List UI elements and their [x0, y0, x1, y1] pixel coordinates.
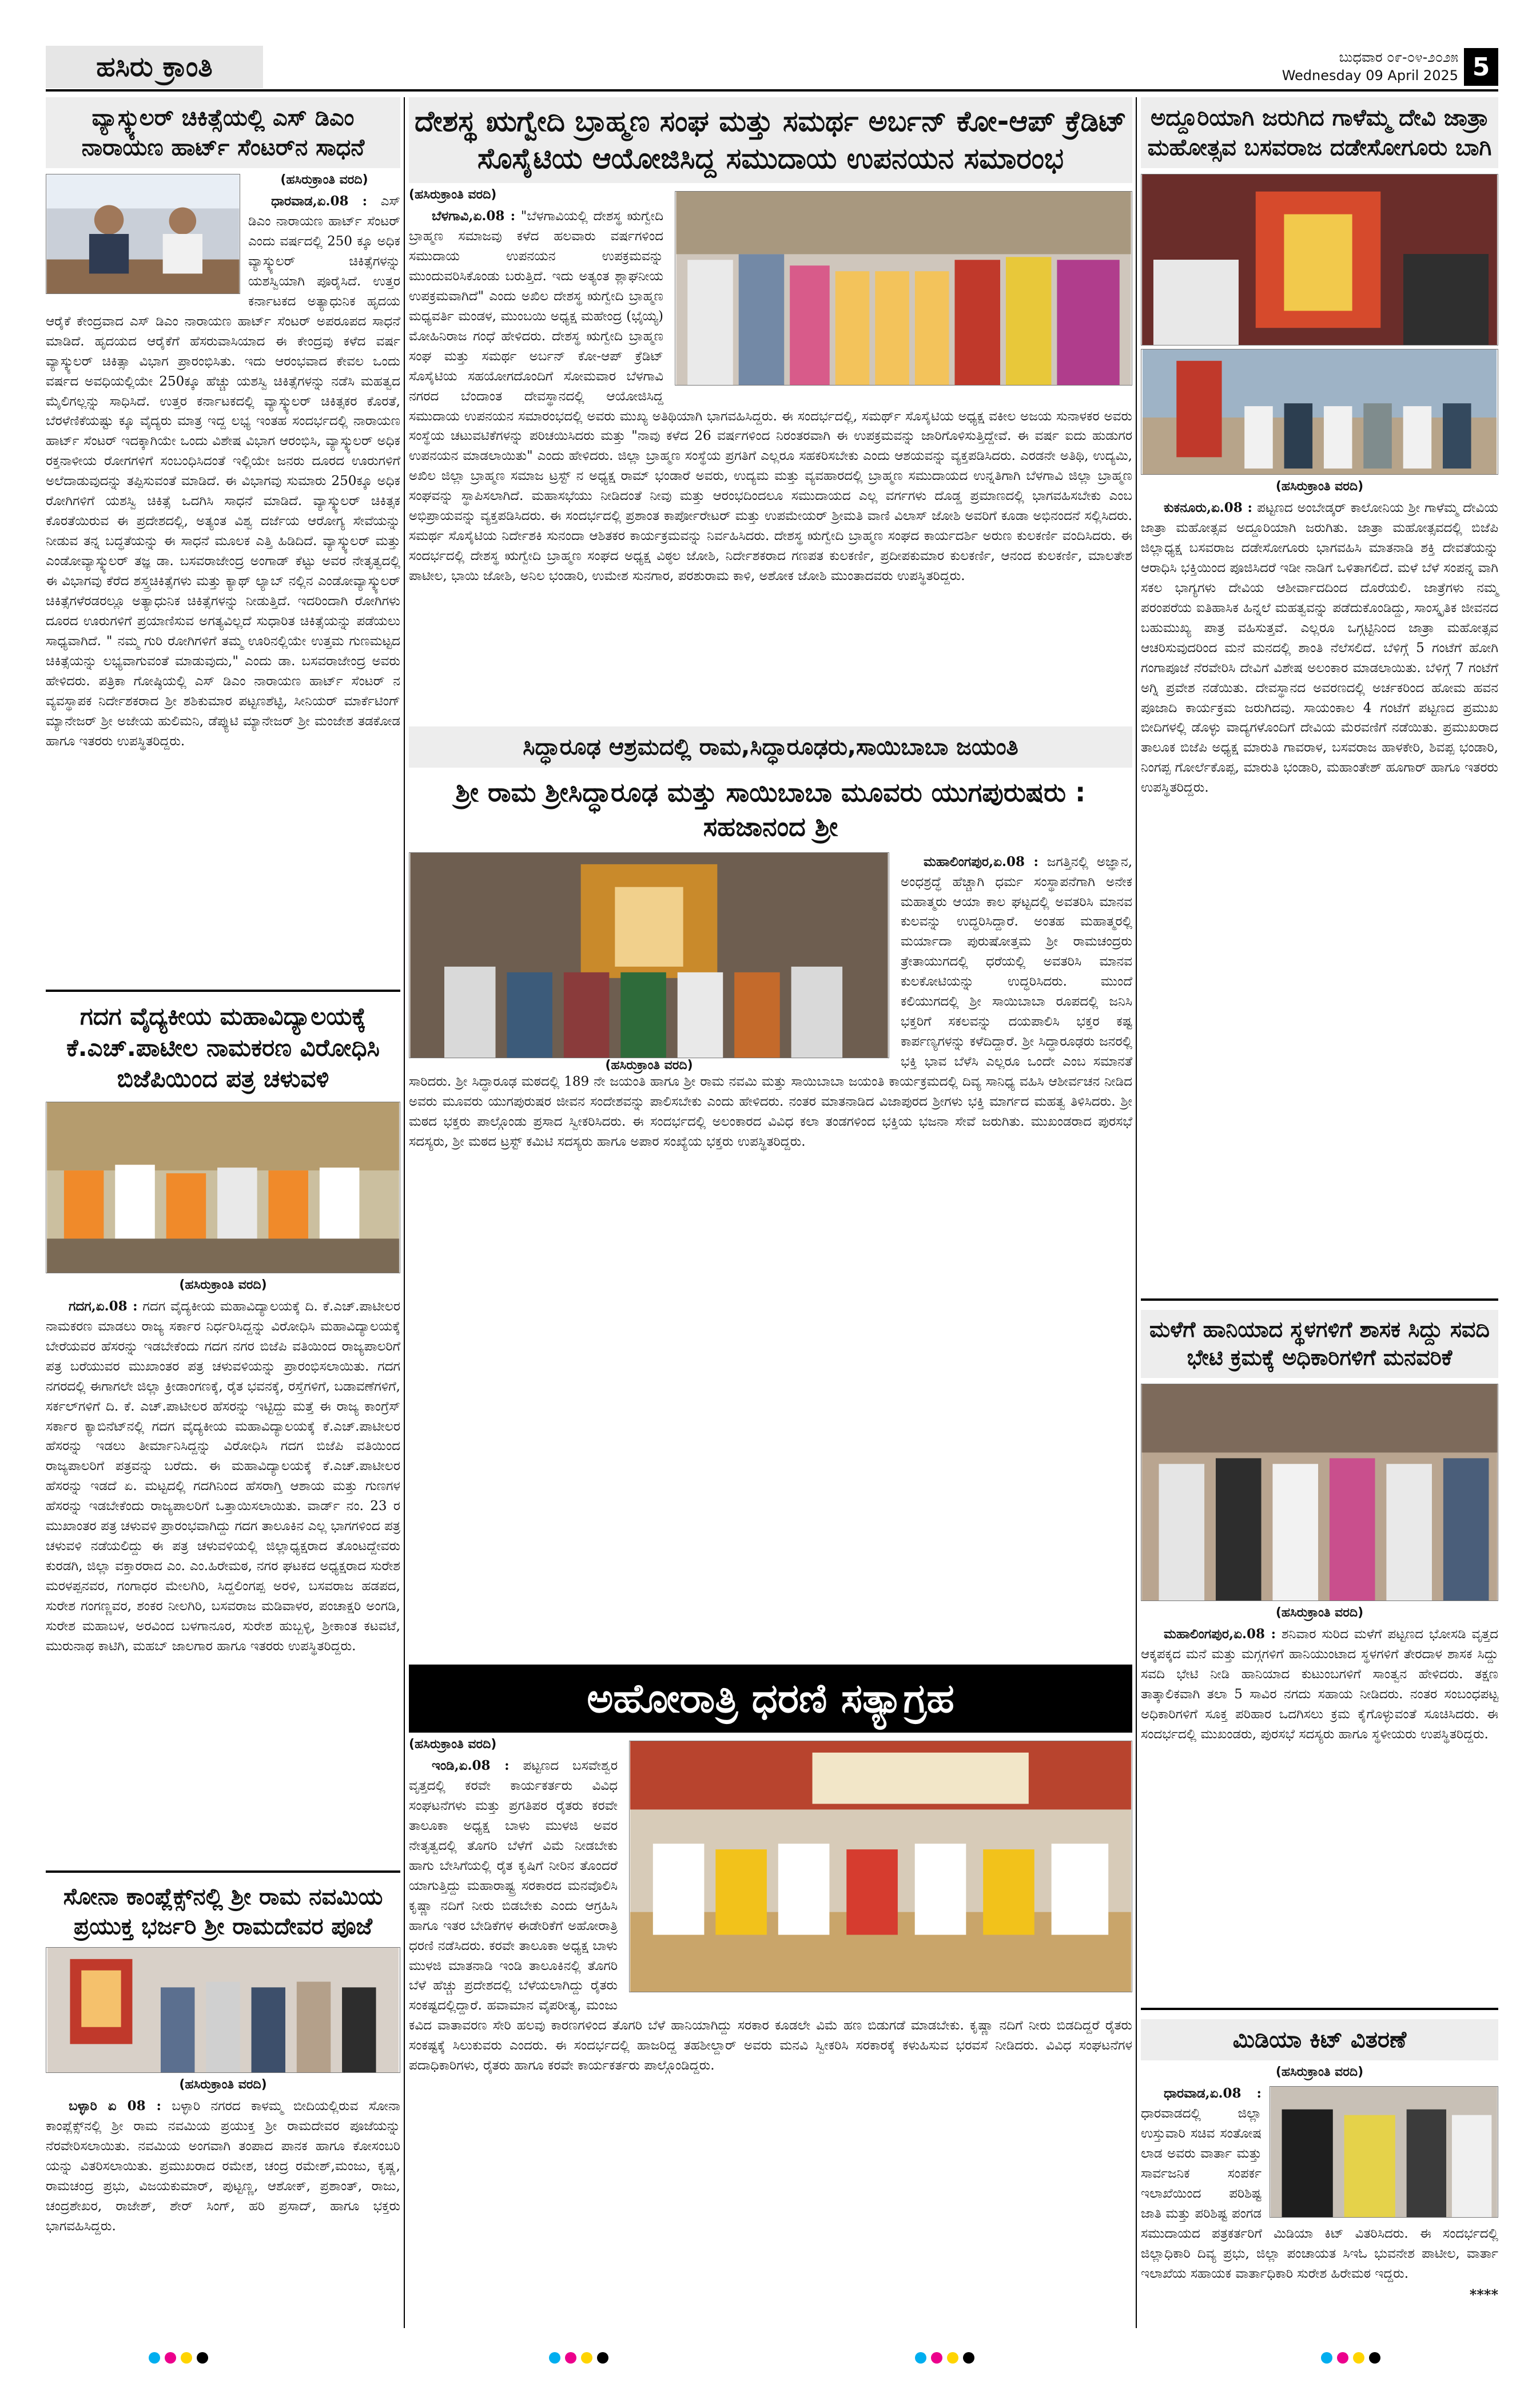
article-text: ಬಳ್ಳಾರಿ ನಗರದ ಕಾಳಮ್ಮ ಬೀದಿಯಲ್ಲಿರುವ ಸೋನಾ ಕಾಂಪ್ಲೆಕ್ಸ್‌ನಲ್ಲಿ ಶ್ರೀ ರಾಮ ನವಮಿಯ ಪ್ರಯುಕ್ತ ಶ್ರೀ ರಾಮದೇವರ ಪೂಜೆಯನ್ನು ನೆರವೇರಿಸಲಾಯಿತು. ನವಮಿಯ ಅಂಗವಾಗಿ ತಂಪಾದ ಪಾನಕ ಹಾಗೂ ಕೋಸಂಬರಿ ಯನ್ನು ವಿತರಿಸಲಾಯಿತು. ಪ್ರಮುಖರಾದ ರಮೇಶ, ಚಂದ್ರ ರಮೇಶ್,ಮಂಜು, ಕೃಷ್ಣ, ರಾಮಚಂದ್ರ ಪ್ರಭು, ವಿಜಯಕುಮಾರ್, ಪುಟ್ಟಣ್ಣ, ಆಶೋಕ್, ಪ್ರಶಾಂತ್, ರಾಜು, ಚಂದ್ರಶೇಖರ, ರಾಜೇಶ್, ಶೇರ್ ಸಿಂಗ್, ಹರಿ ಪ್ರಸಾದ್, ಹಾಗೂ ಭಕ್ತರು ಭಾಗವಹಿಸಿದ್ದರು. — [46, 2099, 401, 2234]
article-byline: (ಹಸಿರುಕ್ರಾಂತಿ ವರದಿ) — [409, 188, 497, 202]
article-byline: (ಹಸಿರುಕ್ರಾಂತಿ ವರದಿ) — [280, 173, 368, 187]
article-text: ಪಟ್ಟಣದ ಬಸವೇಶ್ವರ ವೃತ್ತದಲ್ಲಿ ಕರವೇ ಕಾರ್ಯಕರ್ತರು ವಿವಿಧ ಸಂಘಟನೆಗಳು ಮತ್ತು ಪ್ರಗತಿಪರ ರೈತರು ಕರವೇ ತಾಲೂಕಾ ಅಧ್ಯಕ್ಷ ಬಾಳು ಮುಳಜಿ ಅವರ ನೇತೃತ್ವದಲ್ಲಿ ತೊಗರಿ ಬೆಳೆಗೆ ವಿಮೆ ನೀಡಬೇಕು ಹಾಗು ಬೇಸಿಗೆಯಲ್ಲಿ ರೈತ ಕೃಷಿಗೆ ನೀರಿನ ತೊಂದರೆ ಯಾಗುತ್ತಿದ್ದು ಮಹಾರಾಷ್ಟ್ರ ಸರಕಾರದ ಮನವೊಲಿಸಿ ಕೃಷ್ಣಾ ನದಿಗೆ ನೀರು ಬಿಡಬೇಕು ಎಂದು ಆಗ್ರಹಿಸಿ ಹಾಗೂ ಇತರ ಬೇಡಿಕೆಗಳ ಈಡೇರಿಕೆಗೆ ಅಹೋರಾತ್ರಿ ಧರಣಿ ನಡೆಸಿದರು. ಕರವೇ ತಾಲೂಕಾ ಅಧ್ಯಕ್ಷ ಬಾಳು ಮುಳಜಿ ಮಾತನಾಡಿ ಇಂಡಿ ತಾಲೂಕಿನಲ್ಲಿ ತೊಗರಿ ಬೆಳೆ ಹೆಚ್ಚು ಪ್ರದೇಶದಲ್ಲಿ ಬೆಳೆಯಲಾಗಿದ್ದು ರೈತರು ಸಂಕಷ್ಟದಲ್ಲಿದ್ದಾರೆ. ಹವಾಮಾನ ವೈಪರೀತ್ಯ, ಮಂಜು ಕವಿದ ವಾತಾವರಣ ಸೇರಿ ಹಲವು ಕಾರಣಗಳಿಂದ ತೊಗರಿ ಬೆಳೆ ಹಾನಿಯಾಗಿದ್ದು ಸರಕಾರ ಕೂಡಲೇ ವಿಮೆ ಹಣ ಬಿಡುಗಡೆ ಮಾಡಬೇಕು. ಕೃಷ್ಣಾ ನದಿಗೆ ನೀರು ಬಿಡದಿದ್ದರೆ ರೈತರು ಸಂಕಷ್ಟಕ್ಕೆ ಸಿಲುಕುವರು ಎಂದರು. ಈ ಸಂದರ್ಭದಲ್ಲಿ ಹಾಜರಿದ್ದ ತಹಶೀಲ್ದಾರ್ ಅವರು ಮನವಿ ಸ್ವೀಕರಿಸಿ ಸರಕಾರಕ್ಕೆ ಕಳುಹಿಸುವ ಭರವಸೆ ನೀಡಿದರು. ವಿವಿಧ ಸಂಘಟನೆಗಳ ಪದಾಧಿಕಾರಿಗಳು, ರೈತರು ಹಾಗೂ ಕರವೇ ಕಾರ್ಯಕರ್ತರು ಪಾಲ್ಗೊಂಡಿದ್ದರು. — [409, 1758, 1132, 2074]
article-byline: (ಹಸಿರುಕ್ರಾಂತಿ ವರದಿ) — [1275, 479, 1364, 494]
article-text: ಧಾರವಾಡದಲ್ಲಿ ಜಿಲ್ಲಾ ಉಸ್ತುವಾರಿ ಸಚಿವ ಸಂತೋಷ ಲಾಡ ಅವರು ವಾರ್ತಾ ಮತ್ತು ಸಾರ್ವಜನಿಕ ಸಂಪರ್ಕ ಇಲಾಖೆಯಿಂದ ಪರಿಶಿಷ್ಟ ಜಾತಿ ಮತ್ತು ಪರಿಶಿಷ್ಟ ಪಂಗಡ ಸಮುದಾಯದ ಪತ್ರಕರ್ತರಿಗೆ ಮಿಡಿಯಾ ಕಿಟ್ ವಿತರಿಸಿದರು. ಈ ಸಂದರ್ಭದಲ್ಲಿ ಜಿಲ್ಲಾಧಿಕಾರಿ ದಿವ್ಯ ಪ್ರಭು, ಜಿಲ್ಲಾ ಪಂಚಾಯತ ಸಿಇಓ ಭುವನೇಶ ಪಾಟೀಲ, ವಾರ್ತಾ ಇಲಾಖೆಯ ಸಹಾಯಕ ವಾರ್ತಾಧಿಕಾರಿ ಸುರೇಶ ಹಿರೇಮಠ ಇದ್ದರು. — [1141, 2106, 1498, 2281]
registration-marks — [915, 2352, 974, 2364]
divider — [46, 990, 400, 992]
photo-jatra-procession-image — [1141, 349, 1498, 474]
registration-marks — [1321, 2352, 1380, 2364]
article-dateline: ಬಳ್ಳಾರಿ ಏ 08 : — [69, 2098, 162, 2114]
article-headline: ವ್ಯಾಸ್ಕ್ಯುಲರ್ ಚಿಕಿತ್ಸೆಯಲ್ಲಿ ಎಸ್ ಡಿಎಂ ನಾರಾಯಣ ಹಾರ್ಟ್ ಸೆಂಟರ್‌ನ ಸಾಧನೆ — [46, 97, 400, 168]
photo-press-meet-image — [46, 174, 240, 293]
article-text: ಪಟ್ಟಣದ ಅಂಬೇಡ್ಕರ್ ಕಾಲೋನಿಯ ಶ್ರೀ ಗಾಳೆಮ್ಮ ದೇವಿಯ ಜಾತ್ರಾ ಮಹೋತ್ಸವ ಅದ್ದೂರಿಯಾಗಿ ಜರುಗಿತು. ಜಾತ್ರಾ ಮಹೋತ್ಸವದಲ್ಲಿ ಬಿಜೆಪಿ ಜಿಲ್ಲಾಧ್ಯಕ್ಷ ಬಸವರಾಜ ದಡೇಸೋಗೂರು ಭಾಗವಹಿಸಿ ಮಾತನಾಡಿ ಶಕ್ತಿ ದೇವತೆಯನ್ನು ಆರಾಧಿಸಿ ಭಕ್ತಿಯಿಂದ ಪೂಜಿಸಿದರೆ ಇಡೀ ನಾಡಿಗೆ ಒಳಿತಾಗಲಿದೆ. ಮಳೆ ಬೆಳೆ ಸಂಪನ್ನ ವಾಗಿ ಸಕಲ ಭಾಗ್ಯಗಳು ದೇವಿಯ ಆಶೀರ್ವಾದದಿಂದ ದೊರೆಯಲಿ. ಜಾತ್ರೆಗಳು ನಮ್ಮ ಪರಂಪರೆಯ ಐತಿಹಾಸಿಕ ಹಿನ್ನಲೆ ಮಹತ್ವವನ್ನು ಪಡೆದುಕೊಂಡಿದ್ದು, ಸಾಂಸ್ಕೃತಿಕ ಜೀವನದ ಬಹುಮುಖ್ಯ ಪಾತ್ರ ವಹಿಸುತ್ತವೆ. ಎಲ್ಲರೂ ಒಗ್ಗಟ್ಟಿನಿಂದ ಜಾತ್ರಾ ಮಹೋತ್ಸವ ಆಚರಿಸುವುದರಿಂದ ಮನೆ ಮನದಲ್ಲಿ ಶಾಂತಿ ನೆಲೆಸಲಿದೆ. ಬೆಳಿಗ್ಗೆ 5 ಗಂಟೆಗೆ ಹೋಗಿ ಗಂಗಾಪೂಜೆ ನೆರವೇರಿಸಿ ದೇವಿಗೆ ವಿಶೇಷ ಅಲಂಕಾರ ಮಾಡಲಾಯಿತು. ಬೆಳಿಗ್ಗೆ 7 ಗಂಟೆಗೆ ಅಗ್ನಿ ಪ್ರವೇಶ ನಡೆಯಿತು. ದೇವಸ್ಥಾನದ ಅವರಣದಲ್ಲಿ ಅರ್ಚಕರಿಂದ ಹೋಮ ಹವನ ಪೂಜಾದಿ ಕಾರ್ಯಕ್ರಮ ಜರುಗಿದವು. ಸಾಯಂಕಾಲ 4 ಗಂಟೆಗೆ ಪಟ್ಟಣದ ಪ್ರಮುಖ ಬೀದಿಗಳಲ್ಲಿ ಡೊಳ್ಳು ವಾದ್ಯಗಳೊಂದಿಗೆ ದೇವಿಯ ಮೆರವಣಿಗೆ ನಡೆಯಿತು. ಪ್ರಮುಖರಾದ ತಾಲೂಕ ಬಿಜೆಪಿ ಅಧ್ಯಕ್ಷ ಮಾರುತಿ ಗಾವರಾಳ, ಬಸವರಾಜ ಹಾಳಕೇರಿ, ಶಿವಪ್ಪ ಭಂಡಾರಿ, ನಿಂಗಪ್ಪ ಗೋರ್ಲೆಕೊಪ್ಪ, ಮಾರುತಿ ಭಂಡಾರಿ, ಮಹಾಂತೇಶ್ ಹೂಗಾರ್ ಹಾಗೂ ಇತರರು ಉಪಸ್ಥಿತರಿದ್ದರು. — [1141, 501, 1499, 796]
photo-upanayana-ceremony — [675, 191, 1132, 386]
divider — [1141, 2008, 1498, 2010]
right-column — [1141, 97, 1498, 2328]
photo-letter-campaign-image — [46, 1102, 400, 1273]
photo-upanayana-ceremony-image — [675, 192, 1132, 385]
black-mark — [963, 2352, 974, 2364]
article-dateline: ಇಂಡಿ,ಏ.08 : — [432, 1758, 510, 1773]
article-text: ಶನಿವಾರ ಸುರಿದ ಮಳೆಗೆ ಪಟ್ಟಣದ ಭೋಸಡಿ ವೃತ್ತದ ಆಕ್ಕಪಕ್ಕದ ಮನೆ ಮತ್ತು ಮಗ್ಗಗಳಿಗೆ ಹಾನಿಯುಂಟಾದ ಸ್ಥಳಗಳಿಗೆ ತೇರದಾಳ ಶಾಸಕ ಸಿದ್ದು ಸವದಿ ಭೇಟಿ ನೀಡಿ ಹಾನಿಯಾದ ಕುಟುಂಬಗಳಿಗೆ ಸಾಂತ್ವನ ಹೇಳಿದರು. ತಕ್ಷಣ ತಾತ್ಕಾಲಿಕವಾಗಿ ತಲಾ 5 ಸಾವಿರ ನಗದು ಸಹಾಯ ನೀಡಿದರು. ನಂತರ ಸಂಬಂಧಪಟ್ಟ ಅಧಿಕಾರಿಗಳಿಗೆ ಸೂಕ್ತ ಪರಿಹಾರ ಒದಗಿಸಲು ಕ್ರಮ ಕೈಗೊಳ್ಳುವಂತೆ ಸೂಚಿಸಿದರು. ಈ ಸಂದರ್ಭದಲ್ಲಿ ಮುಖಂಡರು, ಪುರಸಭೆ ಸದಸ್ಯರು ಹಾಗೂ ಸ್ಥಳೀಯರು ಉಪಸ್ಥಿತರಿದ್ದರು. — [1141, 1626, 1498, 1742]
article-headline: ಅದ್ದೂರಿಯಾಗಿ ಜರುಗಿದ ಗಾಳೆಮ್ಮ ದೇವಿ ಜಾತ್ರಾ ಮಹೋತ್ಸವ ಬಸವರಾಜ ದಡೇಸೋಗೂರು ಬಾಗಿ — [1141, 97, 1498, 168]
issue-date — [1282, 48, 1458, 85]
paper-name: ಹಸಿರು ಕ್ರಾಂತಿ — [46, 46, 263, 88]
magenta-mark — [165, 2352, 176, 2364]
yellow-mark — [947, 2352, 958, 2364]
article-headline: ಅಹೋರಾತ್ರಿ ಧರಣಿ ಸತ್ಯಾಗ್ರಹ — [409, 1665, 1132, 1733]
article-dateline: ಮಹಾಲಿಂಗಪುರ,ಏ.08 : — [924, 853, 1039, 869]
photo-jatra-deity-image — [1141, 174, 1498, 345]
masthead — [46, 46, 1498, 92]
article-byline: (ಹಸಿರುಕ್ರಾಂತಿ ವರದಿ) — [1275, 2065, 1364, 2079]
registration-marks — [549, 2352, 608, 2364]
black-mark — [1369, 2352, 1380, 2364]
magenta-mark — [1337, 2352, 1348, 2364]
article-dateline: ಧಾರವಾಡ,ಏ.08 : — [1164, 2086, 1262, 2101]
photo-satyagraha-image — [630, 1741, 1132, 1992]
article-dateline: ಮಹಾಲಿಂಗಪುರ,ಏ.08 : — [1164, 1626, 1276, 1642]
article-byline: (ಹಸಿರುಕ್ರಾಂತಿ ವರದಿ) — [605, 1058, 693, 1073]
middle-column — [409, 97, 1132, 2328]
issue-date-kannada: ಬುಧವಾರ ೦೯-೦೪-೨೦೨೫ — [1339, 49, 1458, 65]
yellow-mark — [181, 2352, 192, 2364]
yellow-mark — [1353, 2352, 1364, 2364]
article-text: ಜಗತ್ತಿನಲ್ಲಿ ಅಜ್ಞಾನ, ಅಂಧಶ್ರದ್ಧೆ ಹೆಚ್ಚಾಗಿ ಧರ್ಮ ಸಂಸ್ಥಾಪನೆಗಾಗಿ ಅನೇಕ ಮಹಾತ್ಮರು ಆಯಾ ಕಾಲ ಘಟ್ಟದಲ್ಲಿ ಅವತರಿಸಿ ಮಾನವ ಕುಲವನ್ನು ಉದ್ಧರಿಸಿದ್ದಾರೆ. ಅಂತಹ ಮಹಾತ್ಮರಲ್ಲಿ ಮರ್ಯಾದಾ ಪುರುಷೋತ್ತಮ ಶ್ರೀ ರಾಮಚಂದ್ರರು ತ್ರೇತಾಯುಗದಲ್ಲಿ ಧರೆಯಲ್ಲಿ ಅವತರಿಸಿ ಮಾನವ ಕುಲಕೋಟಿಯನ್ನು ಉದ್ಧರಿಸಿದರು. ಮುಂದೆ ಕಲಿಯುಗದಲ್ಲಿ ಶ್ರೀ ಸಾಯಿಬಾಬಾ ರೂಪದಲ್ಲಿ ಜನಿಸಿ ಭಕ್ತರಿಗೆ ಸಕಲವನ್ನು ದಯಪಾಲಿಸಿ ಭಕ್ತರ ಕಷ್ಟ ಕಾರ್ಪಣ್ಯಗಳನ್ನು ಕಳೆದಿದ್ದಾರೆ. ಶ್ರೀ ಸಿದ್ಧಾರೂಢರು ಜನರಲ್ಲಿ ಭಕ್ತಿ ಭಾವ ಬೆಳೆಸಿ ಎಲ್ಲರೂ ಒಂದೇ ಎಂಬ ಸಮಾನತೆ ಸಾರಿದರು. ಶ್ರೀ ಸಿದ್ಧಾರೂಢ ಮಠದಲ್ಲಿ 189 ನೇ ಜಯಂತಿ ಹಾಗೂ ಶ್ರೀ ರಾಮ ನವಮಿ ಮತ್ತು ಸಾಯಿಬಾಬಾ ಜಯಂತಿ ಕಾರ್ಯಕ್ರಮದಲ್ಲಿ ದಿವ್ಯ ಸಾನಿಧ್ಯ ವಹಿಸಿ ಆಶೀರ್ವಚನ ನೀಡಿದ ಅವರು ಮೂವರು ಯುಗಪುರುಷರ ಜೀವನ ಸಂದೇಶವನ್ನು ಪಾಲಿಸಬೇಕು ಎಂದು ಹೇಳಿದರು. ನಂತರ ಮಾತನಾಡಿದ ವಿಜಾಪುರದ ಶ್ರೀಗಳು ಭಕ್ತಿ ಮಾರ್ಗದ ಮಹತ್ವ ತಿಳಿಸಿದರು. ಶ್ರೀ ಮಠದ ಭಕ್ತರು ಪಾಲ್ಗೊಂಡು ಪ್ರಸಾದ ಸ್ವೀಕರಿಸಿದರು. ಈ ಸಂದರ್ಭದಲ್ಲಿ ಅಲಂಕಾರದ ವಿವಿಧ ಕಲಾ ತಂಡಗಳಿಂದ ಭಕ್ತಿಯ ಭಜನಾ ಸೇವೆ ಜರುಗಿತು. ಮುಖಂಡರಾದ ಪುರಸಭೆ ಸದಸ್ಯರು, ಶ್ರೀ ಮಠದ ಟ್ರಸ್ಟ್ ಕಮಿಟಿ ಸದಸ್ಯರು ಹಾಗೂ ಅಪಾರ ಸಂಖ್ಯೆಯ ಭಕ್ತರು ಉಪಸ್ಥಿತರಿದ್ದರು. — [409, 854, 1133, 1149]
photo-rama-pooja — [46, 1947, 400, 2073]
cyan-mark — [549, 2352, 560, 2364]
column-divider — [1136, 97, 1137, 2328]
article-body — [1141, 498, 1498, 798]
magenta-mark — [931, 2352, 942, 2364]
article-byline: (ಹಸಿರುಕ್ರಾಂತಿ ವರದಿ) — [409, 1737, 497, 1751]
photo-rama-pooja-image — [46, 1948, 400, 2072]
article-headline: ಗದಗ ವೈದ್ಯಕೀಯ ಮಹಾವಿದ್ಯಾಲಯಕ್ಕೆ ಕೆ.ಎಚ್.ಪಾಟೀಲ ನಾಮಕರಣ ವಿರೋಧಿಸಿ ಬಿಜೆಪಿಯಿಂದ ಪತ್ರ ಚಳುವಳಿ — [66, 1002, 380, 1093]
article-byline: (ಹಸಿರುಕ್ರಾಂತಿ ವರದಿ) — [179, 1277, 267, 1292]
article-rain-damage-visit — [1141, 1298, 1498, 2002]
photo-jatra-deity — [1141, 174, 1498, 345]
article-text: ಎಸ್ ಡಿಎಂ ನಾರಾಯಣ ಹಾರ್ಟ್ ಸೆಂಟರ್ ಎಂದು ವರ್ಷದಲ್ಲಿ 250 ಕ್ಕೂ ಅಧಿಕ ವ್ಯಾಸ್ಕ್ಯುಲರ್ ಚಿಕಿತ್ಸೆಗಳನ್ನು ಯಶಸ್ವಿಯಾಗಿ ಪೂರೈಸಿದೆ. ಉತ್ತರ ಕರ್ನಾಟಕದ ಅತ್ಯಾಧುನಿಕ ಹೃದಯ ಆರೈಕೆ ಕೇಂದ್ರವಾದ ಎಸ್ ಡಿಎಂ ನಾರಾಯಣ ಹಾರ್ಟ್ ಸೆಂಟರ್ ಅಪರೂಪದ ಸಾಧನೆ ಮಾಡಿದೆ. ಹೃದಯದ ಆರೈಕೆಗೆ ಹೆಸರುವಾಸಿಯಾದ ಈ ಕೇಂದ್ರವು ಕಳೆದ ವರ್ಷ ವ್ಯಾಸ್ಕ್ಯುಲರ್ ಚಿಕಿತ್ಸಾ ವಿಭಾಗ ಪ್ರಾರಂಭಿಸಿತು. ಇದು ಆರಂಭವಾದ ಕೇವಲ ಒಂದು ವರ್ಷದ ಅವಧಿಯಲ್ಲಿಯೇ 250ಕ್ಕೂ ಹೆಚ್ಚು ಯಶಸ್ವಿ ಚಿಕಿತ್ಸೆಗಳನ್ನು ನಡೆಸಿ ಮಹತ್ವದ ಮೈಲಿಗಲ್ಲನ್ನು ಸಾಧಿಸಿದೆ. ಉತ್ತರ ಕರ್ನಾಟಕದಲ್ಲಿ ವ್ಯಾಸ್ಕ್ಯುಲರ್ ಚಿಕಿತ್ಸಕರ ಕೊರತೆ, ಬೆರಳೆಣಿಕೆಯಷ್ಟು ಕ್ಕೂ ವೈದ್ಯರು ಮಾತ್ರ ಇದ್ದ ಲಭ್ಯ ಇಂತಹ ಸಂದರ್ಭದಲ್ಲಿ ನಾರಾಯಣ ಹಾರ್ಟ್ ಸೆಂಟರ್ ಇದಕ್ಕಾಗಿಯೇ ಒಂದು ವಿಶೇಷ ವಿಭಾಗ ಆರಂಭಿಸಿ, ವ್ಯಾಸ್ಕ್ಯುಲರ್ ಅಧಿಕ ರಕ್ತನಾಳೀಯ ರೋಗಗಳಿಗೆ ಸಂಬಂಧಿಸಿದಂತೆ ಇಲ್ಲಿಯೇ ಜನರು ದೂರದ ಊರುಗಳಿಗೆ ಅಲೆದಾಡುವುದನ್ನು ತಪ್ಪಿಸುವಂತೆ ಮಾಡಿದೆ. ಈ ವಿಭಾಗವು ಸುಮಾರು 250ಕ್ಕೂ ಅಧಿಕ ರೋಗಿಗಳಿಗೆ ಯಶಸ್ವಿ ಚಿಕಿತ್ಸೆ ಒದಗಿಸಿ ಸಾಧನೆ ಮಾಡಿದೆ. ವ್ಯಾಸ್ಕ್ಯುಲರ್ ಚಿಕಿತ್ಸಕ ಕೊರತೆಯಿರುವ ಈ ಪ್ರದೇಶದಲ್ಲಿ, ಅತ್ಯಂತ ವಿಶ್ವ ದರ್ಜೆಯ ಆರೋಗ್ಯ ಸೇವೆಯನ್ನು ನೀಡುವ ತನ್ನ ಬದ್ಧತೆಯನ್ನು ಈ ಸಾಧನೆ ಮೂಲಕ ಎತ್ತಿ ಹಿಡಿದಿದೆ. ವ್ಯಾಸ್ಕ್ಯುಲರ್ ಮತ್ತು ಎಂಡೋವ್ಯಾಸ್ಕ್ಯುಲರ್ ತಜ್ಞ ಡಾ. ಬಸವರಾಜೇಂದ್ರ ಅಂಗಾಡ್ ಕೆಟ್ಟು ಅವರ ನೇತೃತ್ವದಲ್ಲಿ ಈ ವಿಭಾಗವು ಕೆರೆದ ಶಸ್ತ್ರಚಿಕಿತ್ಸೆಗಳು ಮತ್ತು ಕ್ಯಾಥ್ ಲ್ಯಾಬ್ ನಲ್ಲಿನ ಎಂಡೋವ್ಯಾಸ್ಕ್ಯುಲರ್ ಚಿಕಿತ್ಸೆಗಳೆರಡರಲ್ಲೂ ಅತ್ಯಾಧುನಿಕ ಚಿಕಿತ್ಸೆಗಳನ್ನು ನೀಡುತ್ತಿದೆ. ಇದರಿಂದಾಗಿ ರೋಗಿಗಳು ದೂರದ ಊರುಗಳಿಗೆ ಪ್ರಯಾಣಿಸುವ ಅಗತ್ಯವಿಲ್ಲದೆ ಸುಧಾರಿತ ಚಿಕಿತ್ಸೆಯನ್ನು ಪಡೆಯಲು ಸಾಧ್ಯವಾಗಿದೆ. " ನಮ್ಮ ಗುರಿ ರೋಗಿಗಳಿಗೆ ತಮ್ಮ ಊರಿನಲ್ಲಿಯೇ ಉತ್ತಮ ಗುಣಮಟ್ಟದ ಚಿಕಿತ್ಸೆಯನ್ನು ಲಭ್ಯವಾಗುವಂತೆ ಮಾಡುವುದು," ಎಂದು ಡಾ. ಬಸವರಾಜೇಂದ್ರ ಅವರು ಹೇಳಿದರು. ಪತ್ರಿಕಾ ಗೋಷ್ಠಿಯಲ್ಲಿ ಎಸ್ ಡಿಎಂ ನಾರಾಯಣ ಹಾರ್ಟ್ ಸೆಂಟರ್ ನ ವ್ಯವಸ್ಥಾಪಕ ನಿರ್ದೇಶಕರಾದ ಶ್ರೀ ಶಶಿಕುಮಾರ ಪಟ್ಟಣಶೆಟ್ಟಿ, ಸೀನಿಯರ್ ಮಾರ್ಕೆಟಿಂಗ್ ಮ್ಯಾನೇಜರ್ ಶ್ರೀ ಅಜೇಯ ಹುಲಿಮನಿ, ಡೆಪ್ಯುಟಿ ಮ್ಯಾನೇಜರ್ ಶ್ರೀ ಮಂಜೇಶ ತಡಕೋಡ ಹಾಗೂ ಇತರರು ಉಪಸ್ಥಿತರಿದ್ದರು. — [46, 194, 400, 749]
magenta-mark — [565, 2352, 576, 2364]
article-headline: ಶ್ರೀ ರಾಮ ಶ್ರೀಸಿದ್ಧಾರೂಢ ಮತ್ತು ಸಾಯಿಬಾಬಾ ಮೂವರು ಯುಗಪುರುಷರು : ಸಹಜಾನಂದ ಶ್ರೀ — [455, 777, 1086, 842]
article-dateline: ಕುಕನೂರು,ಏ.08 : — [1164, 500, 1253, 515]
article-rama-navami-pooja — [46, 1870, 400, 2328]
registration-marks — [149, 2352, 208, 2364]
black-mark — [197, 2352, 208, 2364]
divider — [1141, 1298, 1498, 1301]
article-body — [1141, 1625, 1498, 1745]
photo-satyagraha — [629, 1741, 1132, 1992]
photo-jatra-procession — [1141, 349, 1498, 475]
article-upanayana — [409, 97, 1132, 715]
yellow-mark — [581, 2352, 592, 2364]
article-strip-headline: ಸಿದ್ಧಾರೂಢ ಆಶ್ರಮದಲ್ಲಿ ರಾಮ,ಸಿದ್ಧಾರೂಢರು,ಸಾಯಿಬಾಬಾ ಜಯಂತಿ — [409, 726, 1132, 768]
article-body — [46, 2096, 400, 2237]
divider — [46, 1870, 400, 1873]
article-headline: ಸೋನಾ ಕಾಂಪ್ಲೆಕ್ಸ್‌ನಲ್ಲಿ ಶ್ರೀ ರಾಮ ನವಮಿಯ ಪ್ರಯುಕ್ತ ಭರ್ಜರಿ ಶ್ರೀ ರಾಮದೇವರ ಪೂಜೆ — [63, 1884, 383, 1940]
article-byline: (ಹಸಿರುಕ್ರಾಂತಿ ವರದಿ) — [179, 2078, 267, 2092]
cyan-mark — [915, 2352, 926, 2364]
article-headline: ಮಳೆಗೆ ಹಾನಿಯಾದ ಸ್ಥಳಗಳಿಗೆ ಶಾಸಕ ಸಿದ್ದು ಸವದಿ ಭೇಟಿ ಕ್ರಮಕ್ಕೆ ಅಧಿಕಾರಿಗಳಿಗೆ ಮನವರಿಕೆ — [1141, 1310, 1498, 1378]
article-text: "ಬೆಳಗಾವಿಯಲ್ಲಿ ದೇಶಸ್ಥ ಋಗ್ವೇದಿ ಬ್ರಾಹ್ಮಣ ಸಮಾಜವು ಕಳೆದ ಹಲವಾರು ವರ್ಷಗಳಿಂದ ಸಮುದಾಯ ಉಪನಯನ ಉಪಕ್ರಮವನ್ನು ಮುಂದುವರಿಸಿಕೊಂಡು ಬರುತ್ತಿದೆ. ಇದು ಅತ್ಯಂತ ಶ್ಲಾಘನೀಯ ಉಪಕ್ರಮವಾಗಿದೆ" ಎಂದು ಅಖಿಲ ದೇಶಸ್ಥ ಋಗ್ವೇದಿ ಬ್ರಾಹ್ಮಣ ಮಧ್ಯವರ್ತಿ ಮಂಡಳ, ಮುಂಬಯಿ ಅಧ್ಯಕ್ಷ ಮಹೇಂದ್ರ (ಭೈಯ್ಯ) ಮೋಹಿನಿರಾಜ ಗಂಧೆ ಹೇಳಿದರು. ದೇಶಸ್ಥ ಋಗ್ವೇದಿ ಬ್ರಾಹ್ಮಣ ಸಂಘ ಮತ್ತು ಸಮರ್ಥ ಅರ್ಬನ್ ಕೋ-ಆಪ್ ಕ್ರೆಡಿಟ್ ಸೊಸೈಟಿಯ ಸಹಯೋಗದೊಂದಿಗೆ ಸೋಮವಾರ ಬೆಳಗಾವಿ ನಗರದ ಬೆಂದಾಂತ ದೇವಸ್ಥಾನದಲ್ಲಿ ಆಯೋಜಿಸಿದ್ದ ಸಮುದಾಯ ಉಪನಯನ ಸಮಾರಂಭದಲ್ಲಿ ಅವರು ಮುಖ್ಯ ಅತಿಥಿಯಾಗಿ ಭಾಗವಹಿಸಿದ್ದರು. ಈ ಸಂದರ್ಭದಲ್ಲಿ, ಸಮರ್ಥ್ ಸೊಸೈಟಿಯ ಅಧ್ಯಕ್ಷ ವಕೀಲ ಅಜಯ ಸುನಾಳಕರ ಅವರು ಸಂಸ್ಥೆಯ ಚಟುವಟಿಕೆಗಳನ್ನು ಪರಿಚಯಿಸಿದರು ಮತ್ತು "ನಾವು ಕಳೆದ 26 ವರ್ಷಗಳಿಂದ ನಿರಂತರವಾಗಿ ಈ ಉಪಕ್ರಮವನ್ನು ಜಾರಿಗೊಳಿಸುತ್ತಿದ್ದೇವೆ. ಈ ವರ್ಷ ಐದು ಹುಡುಗರ ಉಪನಯನ ಮಾಡಲಾಯಿತು" ಎಂದು ಹೇಳಿದರು. ಜಿಲ್ಲಾ ಬ್ರಾಹ್ಮಣ ಸಂಸ್ಥೆಯ ಪ್ರಗತಿಗೆ ಎಲ್ಲರೂ ಸಹಕರಿಸಬೇಕು ಎಂದು ಆಶಯವನ್ನು ವ್ಯಕ್ತಪಡಿಸಿದರು. ಎರಡನೇ ಅತಿಥಿ, ಉದ್ಯಮಿ, ಅಖಿಲ ಜಿಲ್ಲಾ ಬ್ರಾಹ್ಮಣ ಸಮಾಜ ಟ್ರಸ್ಟ್ ನ ಅಧ್ಯಕ್ಷ ರಾಮ್ ಭಂಡಾರೆ ಅವರು, ಉದ್ಯಮ ಮತ್ತು ವ್ಯವಹಾರದಲ್ಲಿ ಬ್ರಾಹ್ಮಣ ಸಮುದಾಯದ ಉನ್ನತಿಗಾಗಿ ಬೆಳಗಾವಿ ಜಿಲ್ಲಾ ಬ್ರಾಹ್ಮಣ ಸಂಘವನ್ನು ಸ್ಥಾಪಿಸಲಾಗಿದೆ. ಮಹಾಸಭೆಯು ನೀಡಿದಂತೆ ನೀವು ಮತ್ತು ಆರಂಭದಿಂದಲೂ ಸಮುದಾಯದ ಎಲ್ಲ ವರ್ಗಗಳು ದೊಡ್ಡ ಪ್ರಮಾಣದಲ್ಲಿ ಭಾಗವಹಿಸಬೇಕು ಎಂಬ ಅಭಿಪ್ರಾಯವನ್ನು ವ್ಯಕ್ತಪಡಿಸಿದರು. ಈ ಸಂದರ್ಭದಲ್ಲಿ ಪ್ರಶಾಂತ ಕಾರ್ಪೋರೇಟರ್ ಮತ್ತು ಉಪಮೇಯರ್ ಶ್ರೀಮತಿ ವಾಣಿ ವಿಲಾಸ್ ಜೋಶಿ ಅವರಿಗೆ ಕೂಡಾ ಅಭಿನಂದನೆ ಸಲ್ಲಿಸಿದರು. ಸಮರ್ಥ ಸೊಸೈಟಿಯ ನಿರ್ದೇಶಕಿ ಸುನಂದಾ ಆಶಿತಕರ ಕಾರ್ಯಕ್ರಮವನ್ನು ನಿರ್ವಹಿಸಿದರು. ದೇಶಸ್ಥ ಋಗ್ವೇದಿ ಬ್ರಾಹ್ಮಣ ಸಂಘದ ಕಾರ್ಯದರ್ಶಿ ಅರುಣ ಕುಲಕರ್ಣಿ ವಂದಿಸಿದರು. ಈ ಸಂದರ್ಭದಲ್ಲಿ ದೇಶಸ್ಥ ಋಗ್ವೇದಿ ಬ್ರಾಹ್ಮಣ ಸಂಘದ ಅಧ್ಯಕ್ಷ ವಿಠ್ಠಲ ಜೋಶಿ, ನಿರ್ದೇಶಕರಾದ ಗಣಪತ ಕುಲಕರ್ಣಿ, ಪ್ರದೀಪಕುಮಾರ ಕುಲಕರ್ಣಿ, ಆನಂದ ಕುಲಕರ್ಣಿ, ಮಾಲತೇಶ ಪಾಟೀಲ, ಭಾಯಿ ಜೋಶಿ, ಅನಿಲ ಭಂಡಾರಿ, ಉಮೇಶ ಸುನಗಾರ, ಪರಶುರಾಮ ಕಾಳಿ, ಅಶೋಕ ಜೋಶಿ ಮುಂತಾದವರು ಉಪಸ್ಥಿತರಿದ್ದರು. — [409, 209, 1132, 584]
black-mark — [597, 2352, 608, 2364]
photo-letter-campaign — [46, 1102, 400, 1273]
photo-media-kit-image — [1270, 2087, 1498, 2217]
article-headline: ದೇಶಸ್ಥ ಋಗ್ವೇದಿ ಬ್ರಾಹ್ಮಣ ಸಂಘ ಮತ್ತು ಸಮರ್ಥ ಅರ್ಬನ್ ಕೋ-ಆಪ್ ಕ್ರೆಡಿಟ್ ಸೊಸೈಟಿಯ ಆಯೋಜಿಸಿದ್ದ ಸಮುದಾಯ ಉಪನಯನ ಸಮಾರಂಭ — [409, 97, 1132, 183]
article-end-mark: **** — [1469, 2286, 1498, 2303]
photo-mla-visit-image — [1141, 1384, 1498, 1600]
cyan-mark — [149, 2352, 160, 2364]
page-number: 5 — [1464, 48, 1498, 86]
photo-mla-visit — [1141, 1384, 1498, 1601]
article-galemma-jatra — [1141, 97, 1498, 1287]
article-siddharoodha-jayanti — [409, 726, 1132, 1653]
article-media-kit — [1141, 2008, 1498, 2328]
article-dharani-satyagraha — [409, 1665, 1132, 2328]
article-gadag-letter-campaign — [46, 990, 400, 1848]
article-dateline: ಬೆಳಗಾವಿ,ಏ.08 : — [432, 208, 516, 224]
article-vascular — [46, 97, 400, 984]
column-divider — [404, 97, 405, 2328]
photo-ashram-event — [409, 852, 889, 1073]
cyan-mark — [1321, 2352, 1332, 2364]
article-headline: ಮಿಡಿಯಾ ಕಿಟ್ ವಿತರಣೆ — [1141, 2019, 1498, 2060]
article-dateline: ಧಾರವಾಡ,ಏ.08 : — [271, 193, 368, 209]
issue-date-english: Wednesday 09 April 2025 — [1282, 67, 1458, 84]
article-body — [46, 1297, 400, 1657]
photo-press-meet — [46, 174, 240, 294]
article-text: ಗದಗ ವೈದ್ಯಕೀಯ ಮಹಾವಿದ್ಯಾಲಯಕ್ಕೆ ದಿ. ಕೆ.ಎಚ್.ಪಾಟೀಲರ ನಾಮಕರಣ ಮಾಡಲು ರಾಜ್ಯ ಸರ್ಕಾರ ನಿರ್ಧರಿಸಿದ್ದನ್ನು ವಿರೋಧಿಸಿ ಮಹಾವಿದ್ಯಾಲಯಕ್ಕೆ ಬೇರೆಯವರ ಹೆಸರನ್ನು ಇಡಬೇಕೆಂದು ಗದಗ ನಗರ ಬಿಜೆಪಿ ವತಿಯಿಂದ ರಾಜ್ಯಪಾಲರಿಗೆ ಪತ್ರ ಬರೆಯುವರ ಮುಖಾಂತರ ಪತ್ರ ಚಳುವಳಿಯನ್ನು ಪ್ರಾರಂಭಿಸಲಾಯಿತು. ಗದಗ ನಗರದಲ್ಲಿ ಈಗಾಗಲೇ ಜಿಲ್ಲಾ ಕ್ರೀಡಾಂಗಣಕ್ಕೆ, ರೈತ ಭವನಕ್ಕೆ, ರಸ್ತೆಗಳಿಗೆ, ಬಡಾವಣೆಗಳಿಗೆ, ಸರ್ಕಲ್‌ಗಳಿಗೆ ದಿ. ಕೆ. ಎಚ್.ಪಾಟೀಲರ ಹೆಸರನ್ನು ಇಟ್ಟಿದ್ದು ಮತ್ತೆ ಈ ರಾಜ್ಯ ಕಾಂಗ್ರೆಸ್ ಸರ್ಕಾರ ಕ್ಯಾಬಿನೆಟ್‌ನಲ್ಲಿ ಗದಗ ವೈದ್ಯಕೀಯ ಮಹಾವಿದ್ಯಾಲಯಕ್ಕೆ ಕೆ.ಎಚ್.ಪಾಟೀಲರ ಹೆಸರನ್ನು ಇಡಲು ತೀರ್ಮಾನಿಸಿದ್ದನ್ನು ವಿರೋಧಿಸಿ ಗದಗ ಬಿಜೆಪಿ ವತಿಯಿಂದ ರಾಜ್ಯಪಾಲರಿಗೆ ಪತ್ರವನ್ನು ಬರೆದು. ಈ ಮಹಾವಿದ್ಯಾಲಯಕ್ಕೆ ಕೆ.ಎಚ್.ಪಾಟೀಲರ ಹೆಸರನ್ನು ಇಡದೆ ಏ. ಮಟ್ಟದಲ್ಲಿ ಗದಗಿನಿಂದ ಹೆಸರಾಗ್ತಿ ಆಶಾಯ ಮತ್ತು ಗುಣಗಳ ಹೆಸರನ್ನು ಇಡಬೇಕೆಂದು ರಾಜ್ಯಪಾಲರಿಗೆ ಒತ್ತಾಯಿಸಲಾಯಿತು. ವಾರ್ಡ್ ನಂ. 23 ರ ಮುಖಾಂತರ ಪತ್ರ ಚಳುವಳಿ ಪ್ರಾರಂಭವಾಗಿದ್ದು ಗದಗ ತಾಲೂಕಿನ ಎಲ್ಲ ಭಾಗಗಳಿಂದ ಪತ್ರ ಚಳುವಳಿ ನಡೆಯಲಿದ್ದು ಈ ಪತ್ರ ಚಳುವಳಿಯಲ್ಲಿ ಜಿಲ್ಲಾಧ್ಯಕ್ಷರಾದ ತೊಂಟದ್ದೇವರು ಕುರಡಗಿ, ಜಿಲ್ಲಾ ವಕ್ತಾರರಾದ ಎಂ. ಎಂ.ಹಿರೇಮಠ, ನಗರ ಘಟಕದ ಅಧ್ಯಕ್ಷರಾದ ಸುರೇಶ ಮರಳಪ್ಪನವರ, ಗಂಗಾಧರ ಮೇಲಗಿರಿ, ಸಿದ್ದಲಿಂಗಪ್ಪ ಅರಳಿ, ಬಸವರಾಜ ಹಡಪದ, ಸುರೇಶ ಗಂಗಣ್ಣವರ, ಶಂಕರ ನೀಲಗಿರಿ, ಬಸವರಾಜ ಮಡಿವಾಳರ, ಪಂಚಾಕ್ಷರಿ ಅಂಗಡಿ, ಸುರೇಶ ಮಹಾಬಳ, ಅರವಿಂದ ಬಳಗಾನೂರ, ಸುರೇಶ ಹುಬ್ಬಳ್ಳಿ, ಶ್ರೀಕಾಂತ ಕಟವಟೆ, ಮುರುನಾಥ ಕಾಟಿಗಿ, ಮಹಬ್ ಜಾಲಗಾರ ಹಾಗೂ ಇತರರು ಉಪಸ್ಥಿತರಿದ್ದರು. — [46, 1298, 401, 1654]
article-byline: (ಹಸಿರುಕ್ರಾಂತಿ ವರದಿ) — [1275, 1605, 1364, 1620]
article-dateline: ಗದಗ,ಏ.08 : — [69, 1298, 138, 1314]
photo-media-kit — [1270, 2086, 1498, 2218]
left-column — [46, 97, 400, 2328]
photo-ashram-event-image — [409, 853, 889, 1058]
